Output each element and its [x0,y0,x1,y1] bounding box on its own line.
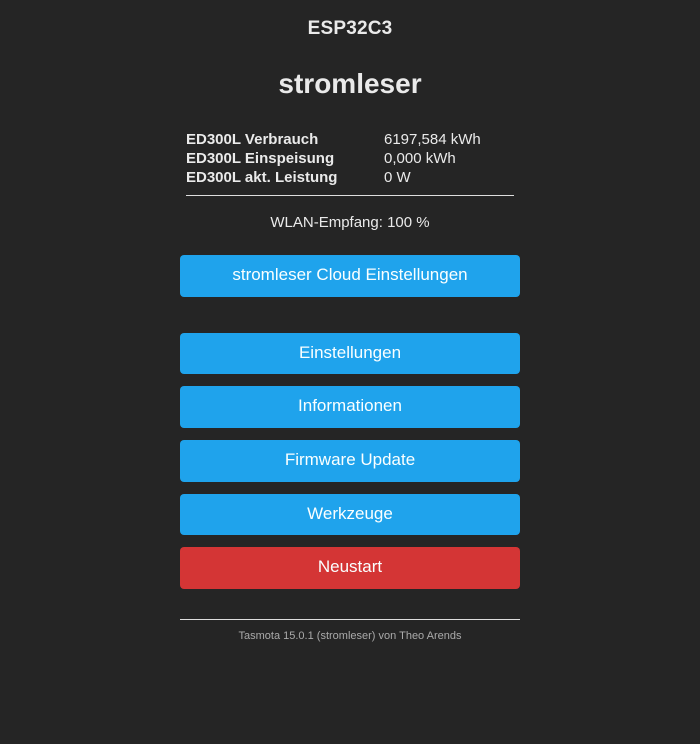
tools-button[interactable]: Werkzeuge [180,494,520,536]
sensor-divider [186,195,514,196]
cloud-settings-button[interactable]: stromleser Cloud Einstellungen [180,255,520,297]
table-row [186,168,514,187]
sensor-value: 0 W [384,169,411,186]
sensor-readings [180,130,520,196]
sensor-table [186,130,514,187]
restart-button[interactable]: Neustart [180,547,520,589]
sensor-value: 6197,584 kWh [384,131,481,148]
footer-divider [180,619,520,620]
main-container [180,0,520,642]
sensor-label: ED300L akt. Leistung [186,169,338,186]
sensor-label: ED300L Einspeisung [186,150,335,167]
table-row [186,130,514,149]
firmware-update-button[interactable]: Firmware Update [180,440,520,482]
configuration-button[interactable]: Einstellungen [180,333,520,375]
sensor-label: ED300L Verbrauch [186,131,319,148]
friendly-name-heading: stromleser [278,68,422,99]
information-button[interactable]: Informationen [180,386,520,428]
sensor-value: 0,000 kWh [384,150,456,167]
device-title: ESP32C3 [307,18,393,39]
wifi-signal-status: WLAN-Empfang: 100 % [270,214,430,231]
table-row [186,149,514,168]
footer-version-text: Tasmota 15.0.1 (stromleser) von Theo Arends [238,630,462,643]
